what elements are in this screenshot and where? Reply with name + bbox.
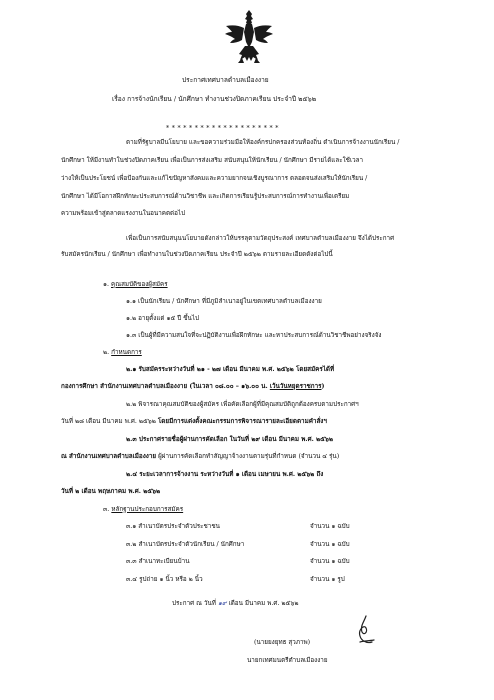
document-item-3-qty: จำนวน ๑ ฉบับ [310, 558, 350, 565]
section-3-heading [103, 507, 183, 513]
contract-note: ผู้ผ่านการคัดเลือกทำสัญญาจ้างงานตามรุ่นที่กำหนด (จำนวน ๔ รุ่น) [156, 453, 340, 460]
section-2-item-4-line-2: วันที่ ๒ เดือน พฤษภาคม พ.ศ. ๒๕๖๒ [61, 488, 161, 495]
document-item-3-label: ๓.๓ สำเนาทะเบียนบ้าน [126, 558, 190, 565]
document-item-2-qty: จำนวน ๑ ฉบับ [310, 541, 350, 548]
committee-note: โดยมีการแต่งตั้งคณะกรรมการพิจารณารายละเอียดตามคำสั่งฯ [157, 418, 327, 425]
section-2-item-3-line-2 [61, 454, 339, 460]
section-2-item-1-line-1: ๒.๑ รับสมัครระหว่างวันที่ ๒๑ - ๒๗ เดือน มีนาคม พ.ศ. ๒๕๖๒ โดยสมัครได้ที่ [126, 366, 335, 373]
paragraph-1-line-4: นักศึกษา ได้มีโอกาสฝึกทักษะประสบการณ์ด้านวิชาชีพ และเกิดการเรียนรู้ประสบการณ์การทำงานเพื่อเตรียม [61, 193, 350, 200]
section-1-item-1: ๑.๑ เป็นนักเรียน / นักศึกษา ที่มีภูมิลำเนาอยู่ในเขตเทศบาลตำบลเมืองงาย [126, 298, 322, 305]
close-paren: ) [321, 383, 325, 390]
paragraph-2-line-1: เพื่อเป็นการสนับสนุนนโยบายดังกล่าวให้บรรลุตามวัตถุประสงค์ เทศบาลตำบลเมืองงาย จึงได้ประกาศ [126, 235, 395, 242]
signature-icon [352, 614, 378, 650]
date-prefix: ประกาศ ณ วันที่ [172, 600, 218, 607]
section-1-number: ๑. [103, 281, 109, 288]
paragraph-1-line-2: นักศึกษา ให้มีงานทำในช่วงปิดภาคเรียน เพื่อเป็นการส่งเสริม สนับสนุนให้นักเรียน / นักศึกษา มีรายได้และใช้เวลา [61, 157, 364, 164]
section-2-item-1-line-2 [61, 384, 325, 390]
review-date: วันที่ ๒๘ เดือน มีนาคม พ.ศ. ๒๕๖๒ [61, 418, 158, 425]
application-office: กองการศึกษา สำนักงานเทศบาลตำบลเมืองงาย (ในเวลา ๐๘.๐๐ – ๑๖.๐๐ น. [61, 383, 270, 390]
section-2-title: กำหนดการ [111, 349, 142, 356]
holiday-note: เว้นวันหยุดราชการ [269, 383, 322, 390]
document-item-4-qty: จำนวน ๑ รูป [310, 576, 345, 583]
document-item-1-label: ๓.๑ สำเนาบัตรประจำตัวประชาชน [126, 523, 220, 530]
section-1-item-2: ๑.๒ อายุตั้งแต่ ๑๕ ปี ขึ้นไป [126, 315, 200, 322]
section-1-item-3: ๑.๓ เป็นผู้ที่มีความสนใจที่จะปฏิบัติงานเพื่อฝึกทักษะ และหาประสบการณ์ด้านวิชาชีพอย่างจริงจัง [126, 332, 382, 339]
section-1-title: คุณสมบัติของผู้สมัคร [111, 281, 168, 288]
signer-name: (นายยงยุทธ สุวภาพ) [254, 639, 311, 646]
announcement-date [172, 601, 298, 607]
section-2-item-4-line-1: ๒.๔ ระยะเวลาการจ้างงาน ระหว่างวันที่ ๑ เดือน เมษายน พ.ศ. ๒๕๖๒ ถึง [126, 471, 324, 478]
document-item-2-label: ๓.๒ สำเนาบัตรประจำตัวนักเรียน / นักศึกษา [126, 541, 245, 548]
garuda-emblem-icon [224, 8, 274, 66]
announcement-title: ประกาศเทศบาลตำบลเมืองงาย [182, 76, 269, 84]
section-2-number: ๒. [103, 349, 110, 356]
paragraph-1-line-1: ตามที่รัฐบาลมีนโยบาย และขอความร่วมมือให้องค์กรปกครองส่วนท้องถิ่น ดำเนินการจ้างงานนักเรียน / [126, 139, 400, 146]
section-1-heading [103, 282, 168, 288]
date-suffix: เดือน มีนาคม พ.ศ. ๒๕๖๒ [226, 600, 299, 607]
section-2-heading [103, 350, 142, 356]
section-2-item-2-line-2 [61, 419, 327, 425]
section-3-title: หลักฐานประกอบการสมัคร [111, 506, 184, 513]
announcement-location: ณ สำนักงานเทศบาลตำบลเมืองงาย [61, 453, 157, 460]
document-item-1-qty: จำนวน ๑ ฉบับ [310, 523, 350, 530]
section-3-number: ๓. [103, 506, 110, 513]
announcement-subject: เรื่อง การจ้างนักเรียน / นักศึกษา ทำงานช่วงปิดภาคเรียน ประจำปี ๒๕๖๒ [112, 95, 317, 103]
document-item-4-label: ๓.๔ รูปถ่าย ๑ นิ้ว หรือ ๒ นิ้ว [126, 576, 203, 583]
paragraph-1-line-3: ว่างให้เป็นประโยชน์ เพื่อป้องกันและแก้ไขปัญหาสังคมและความยากจนเชิงบูรณาการ ตลอดจนส่งเสริมให้นักเรียน / [61, 175, 368, 182]
section-2-item-3-line-1: ๒.๓ ประกาศรายชื่อผู้ผ่านการคัดเลือก ในวันที่ ๒๙ เดือน มีนาคม พ.ศ. ๒๕๖๒ [126, 436, 334, 443]
paragraph-1-line-5: ความพร้อมเข้าสู่ตลาดแรงงานในอนาคตต่อไป [61, 210, 186, 217]
handwritten-day: ๑๙ [217, 600, 227, 607]
divider-stars: * * * * * * * * * * * * * * * * * * * * [166, 125, 279, 132]
signer-position: นายกเทศมนตรีตำบลเมืองงาย [247, 657, 328, 664]
paragraph-2-line-2: รับสมัครนักเรียน / นักศึกษา เพื่อทำงานในช่วงปิดภาคเรียน ประจำปี ๒๕๖๒ ตามรายละเอียดดังต่อไปนี้ [61, 251, 333, 258]
section-2-item-2-line-1: ๒.๒ พิจารณาคุณสมบัติของผู้สมัคร เพื่อคัดเลือกผู้ที่มีคุณสมบัติถูกต้องครบตามประกาศฯ [126, 401, 359, 408]
